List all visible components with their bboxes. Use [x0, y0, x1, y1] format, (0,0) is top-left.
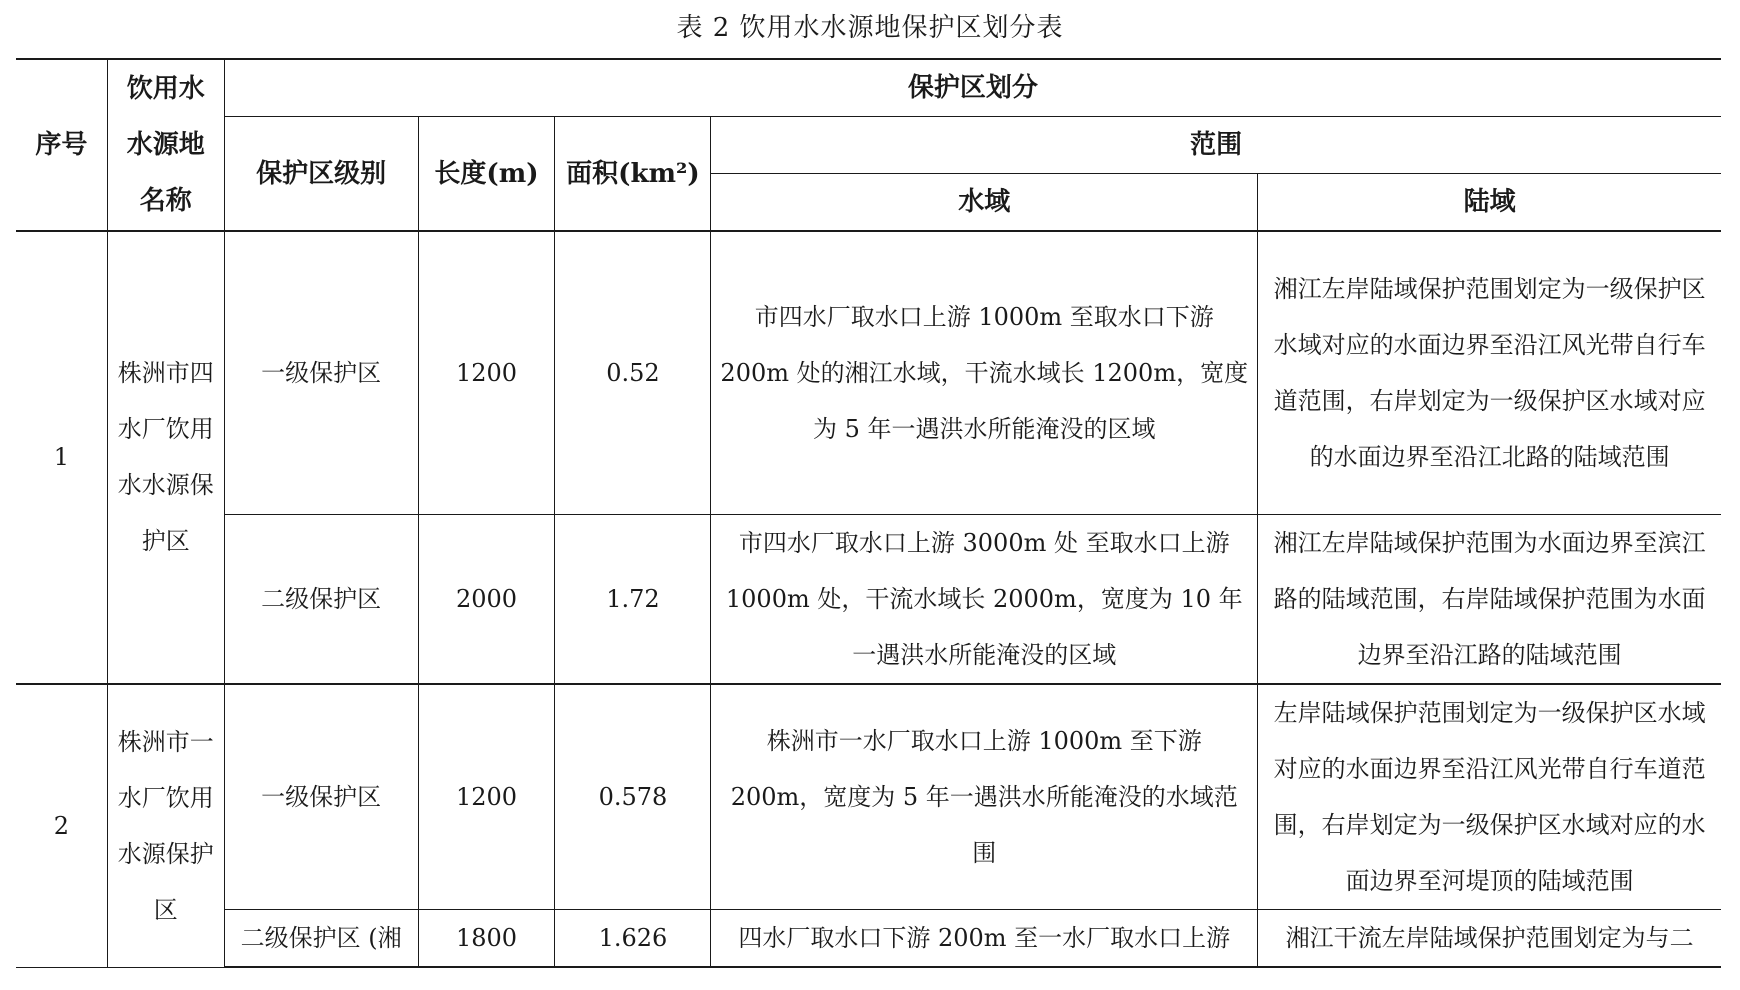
level-cell: 一级保护区	[224, 684, 418, 910]
water-scope-cell: 市四水厂取水口上游 3000m 处 至取水口上游 1000m 处，干流水域长 2000m，宽度为 10 年一遇洪水所能淹没的区域	[711, 514, 1258, 684]
land-scope-cell: 左岸陆域保护范围划定为一级保护区水域对应的水面边界至沿江风光带自行车道范围，右岸划定为一级保护区水域对应的水面边界至河堤顶的陆域范围	[1258, 684, 1721, 910]
seq-cell: 1	[16, 231, 107, 684]
table-row	[16, 231, 1721, 514]
land-scope-cell: 湘江干流左岸陆域保护范围划定为与二	[1258, 910, 1721, 968]
header-water: 水域	[711, 174, 1258, 232]
source-name-cell: 株洲市一水厂饮用水源保护区	[107, 684, 224, 968]
area-cell: 0.52	[555, 231, 711, 514]
table-caption: 表 2 饮用水水源地保护区划分表	[676, 13, 1064, 43]
length-cell: 1200	[418, 684, 555, 910]
area-cell: 0.578	[555, 684, 711, 910]
header-source-name: 饮用水水源地名称	[107, 59, 224, 231]
level-cell: 二级保护区	[224, 514, 418, 684]
water-scope-cell: 株洲市一水厂取水口上游 1000m 至下游 200m，宽度为 5 年一遇洪水所能淹没的水域范围	[711, 684, 1258, 910]
water-scope-cell: 四水厂取水口下游 200m 至一水厂取水口上游	[711, 910, 1258, 968]
protection-zone-table	[16, 58, 1721, 968]
header-length: 长度(m)	[418, 117, 555, 232]
table-row	[16, 684, 1721, 910]
length-cell: 1800	[418, 910, 555, 968]
length-cell: 2000	[418, 514, 555, 684]
header-area: 面积(km²)	[555, 117, 711, 232]
level-cell: 二级保护区 (湘	[224, 910, 418, 968]
header-land: 陆域	[1258, 174, 1721, 232]
water-scope-cell: 市四水厂取水口上游 1000m 至取水口下游 200m 处的湘江水域，干流水域长 1200m，宽度为 5 年一遇洪水所能淹没的区域	[711, 231, 1258, 514]
level-cell: 一级保护区	[224, 231, 418, 514]
area-cell: 1.72	[555, 514, 711, 684]
header-division: 保护区划分	[224, 59, 1721, 117]
length-cell: 1200	[418, 231, 555, 514]
header-level: 保护区级别	[224, 117, 418, 232]
header-seq: 序号	[16, 59, 107, 231]
area-cell: 1.626	[555, 910, 711, 968]
land-scope-cell: 湘江左岸陆域保护范围划定为一级保护区水域对应的水面边界至沿江风光带自行车道范围，右岸划定为一级保护区水域对应的水面边界至沿江北路的陆域范围	[1258, 231, 1721, 514]
table-row	[16, 910, 1721, 968]
table-row	[16, 514, 1721, 684]
land-scope-cell: 湘江左岸陆域保护范围为水面边界至滨江路的陆域范围，右岸陆域保护范围为水面边界至沿江路的陆域范围	[1258, 514, 1721, 684]
source-name-cell: 株洲市四水厂饮用水水源保护区	[107, 231, 224, 684]
seq-cell: 2	[16, 684, 107, 968]
header-scope: 范围	[711, 117, 1721, 174]
